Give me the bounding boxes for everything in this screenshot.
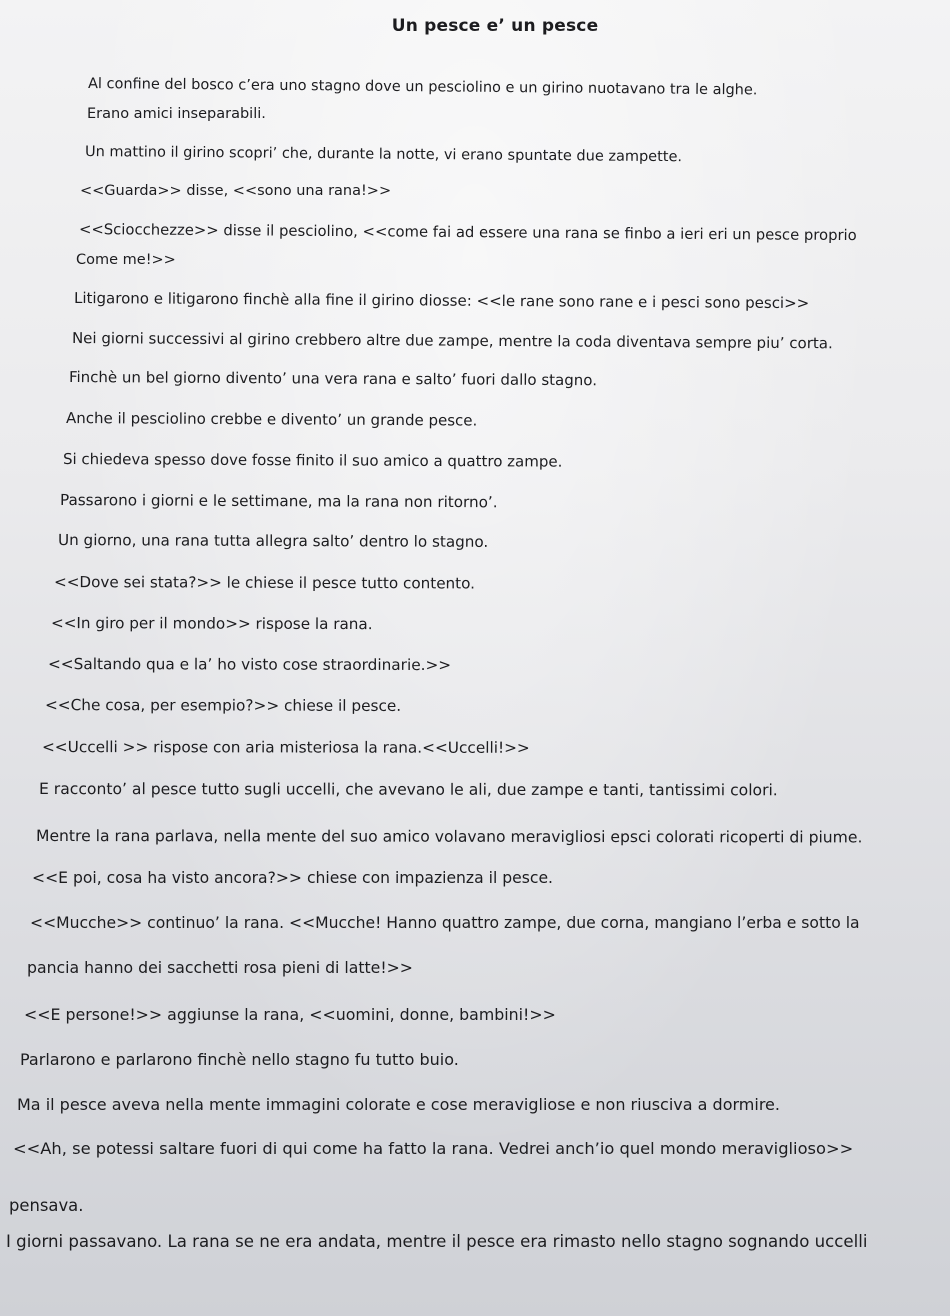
text-line: Al confine del bosco c’era uno stagno dove un pesciolino e un girino nuotavano tra le alghe. — [87, 76, 758, 99]
text-line: pensava. — [9, 1196, 84, 1215]
text-line: Parlarono e parlarono finchè nello stagno fu tutto buio. — [20, 1050, 459, 1069]
text-line: <<Ah, se potessi saltare fuori di qui come ha fatto la rana. Vedrei anch’io quel mondo meraviglioso>> — [13, 1139, 854, 1158]
text-line: <<E persone!>> aggiunse la rana, <<uomini, donne, bambini!>> — [24, 1005, 556, 1024]
text-line: Erano amici inseparabili. — [87, 106, 266, 122]
text-line: E racconto’ al pesce tutto sugli uccelli, che avevano le ali, due zampe e tanti, tantissimi colori. — [38, 780, 778, 800]
text-line: Nei giorni successivi al girino crebbero altre due zampe, mentre la coda diventava sempre piu’ corta. — [71, 329, 833, 353]
text-line: <<In giro per il mondo>> rispose la rana. — [50, 614, 373, 634]
text-line: <<Che cosa, per esempio?>> chiese il pesce. — [44, 696, 402, 715]
text-line: <<Mucche>> continuo’ la rana. <<Mucche! Hanno quattro zampe, due corna, mangiano l’erba e sotto la — [30, 914, 860, 932]
text-line: <<E poi, cosa ha visto ancora?>> chiese con impazienza il pesce. — [32, 869, 553, 887]
document-title: Un pesce e’ un pesce — [391, 16, 599, 36]
text-line: <<Guarda>> disse, <<sono una rana!>> — [80, 183, 392, 199]
text-line: <<Dove sei stata?>> le chiese il pesce tutto contento. — [53, 573, 476, 593]
text-line: pancia hanno dei sacchetti rosa pieni di latte!>> — [27, 958, 413, 977]
text-line: Anche il pesciolino crebbe e divento’ un grande pesce. — [65, 409, 478, 430]
text-line: Litigarono e litigarono finchè alla fine il girino diosse: <<le rane sono rane e i pesci sono pesci>> — [73, 289, 810, 313]
text-line: Come me!>> — [76, 252, 176, 268]
text-line: <<Saltando qua e la’ ho visto cose straordinarie.>> — [47, 655, 452, 675]
text-line: Passarono i giorni e le settimane, ma la rana non ritorno’. — [59, 491, 498, 512]
text-line: <<Sciocchezze>> disse il pesciolino, <<come fai ad essere una rana se finbo a ieri eri un pesce proprio — [78, 221, 857, 245]
text-line: I giorni passavano. La rana se ne era andata, mentre il pesce era rimasto nello stagno sognando uccelli — [6, 1232, 868, 1251]
text-line: Ma il pesce aveva nella mente immagini colorate e cose meravigliose e non riusciva a dormire. — [17, 1095, 780, 1114]
text-line: Un mattino il girino scopri’ che, durante la notte, vi erano spuntate due zampette. — [84, 144, 683, 166]
text-line: <<Uccelli >> rispose con aria misteriosa la rana.<<Uccelli!>> — [41, 738, 530, 757]
text-line: Mentre la rana parlava, nella mente del suo amico volavano meravigliosi epsci colorati ricoperti di piume. — [35, 827, 863, 847]
text-line: Si chiedeva spesso dove fosse finito il suo amico a quattro zampe. — [62, 450, 563, 471]
text-line: Un giorno, una rana tutta allegra salto’ dentro lo stagno. — [57, 531, 489, 551]
text-line: Finchè un bel giorno divento’ una vera rana e salto’ fuori dallo stagno. — [68, 368, 598, 390]
